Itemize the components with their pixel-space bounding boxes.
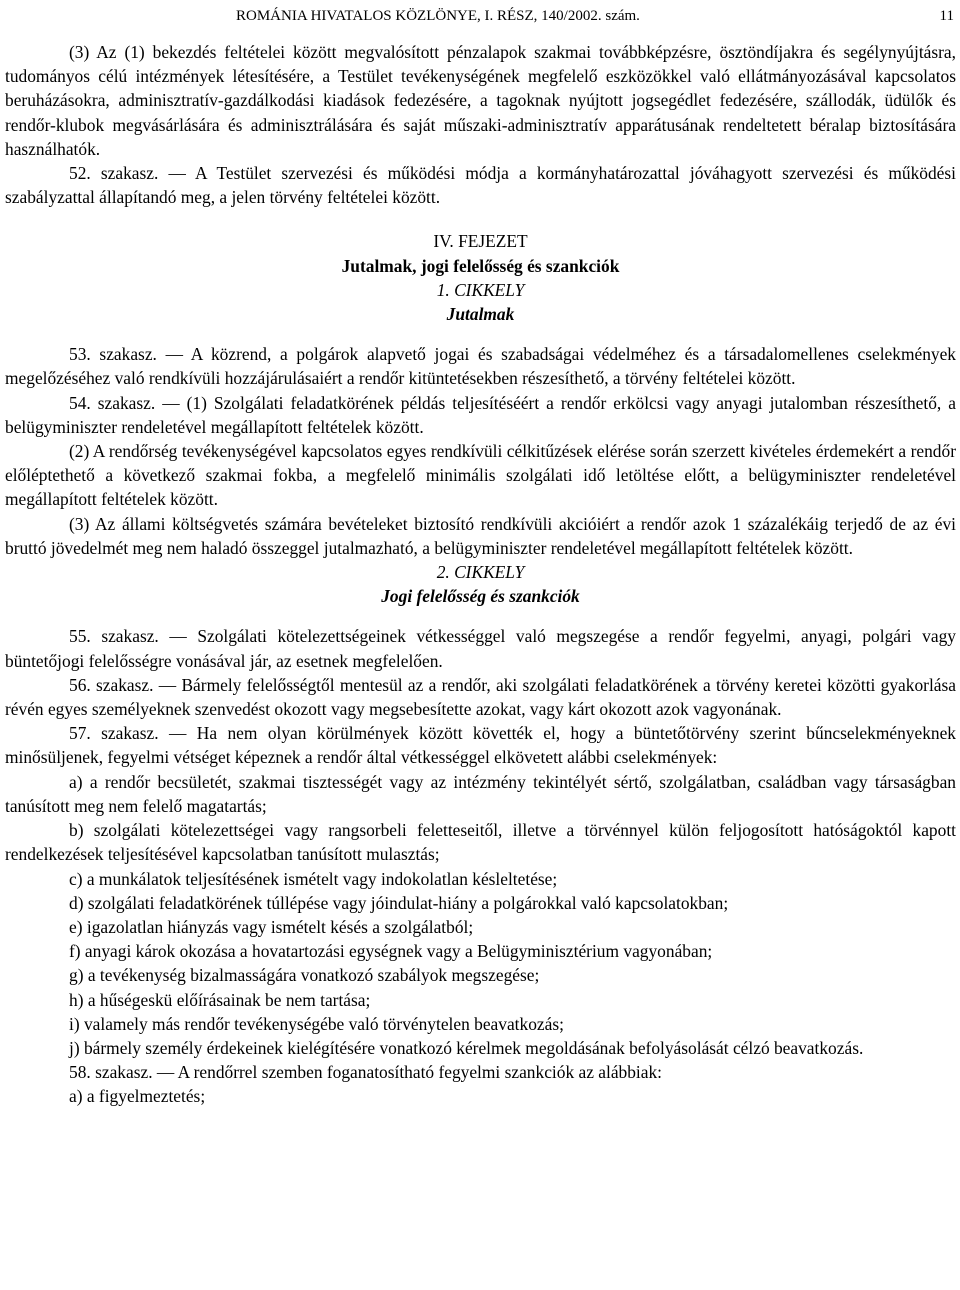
list-item: i) valamely más rendőr tevékenységébe való törvénytelen beavatkozás; <box>69 1013 564 1034</box>
section-title: Jogi felelősség és szankciók <box>381 586 580 607</box>
paragraph-58: 58. szakasz. — A rendőrrel szemben foganatosítható fegyelmi szankciók az alábbiak: <box>69 1062 663 1083</box>
list-item: j) bármely személy érdekeinek kielégítésére vonatkozó kérelmek megoldásának befolyásolását célzó beavatkozás. <box>69 1037 864 1058</box>
list-item: g) a tevékenység bizalmasságára vonatkozó szabályok megszegése; <box>69 965 540 986</box>
list-item: c) a munkálatok teljesítésének ismételt vagy indokolatlan késleltetése; <box>69 868 558 889</box>
paragraph-57: 57. szakasz. — Ha nem olyan körülmények között követték el, hogy a büntetőtörvény szerint bűncselekményeknek minősüljenek, fegyelmi vétséget képeznek a rendőr által vétkességgel elkövetett alábbi cselekmények: <box>5 723 956 768</box>
gazette-title: ROMÁNIA HIVATALOS KÖZLÖNYE, I. RÉSZ, 140/2002. szám. <box>236 8 640 24</box>
list-item: a) a figyelmeztetés; <box>69 1086 206 1107</box>
paragraph-53: 53. szakasz. — A közrend, a polgárok alapvető jogai és szabadságai védelméhez és a társadalomellenes cselekmények megelőzéséhez való rendkívüli hozzájárulásaiért a rendőr kitüntetésekben részesíthető, a törvény feltételei között. <box>5 344 956 389</box>
chapter-title: Jutalmak, jogi felelősség és szankciók <box>341 255 620 276</box>
page-header <box>0 4 960 28</box>
list-item: a) a rendőr becsületét, szakmai tisztességét vagy az intézmény tekintélyét sértő, szolgálatban, családban vagy társaságban tanúsított meg nem felelő magatartás; <box>5 771 956 816</box>
paragraph-55: 55. szakasz. — Szolgálati kötelezettségeinek vétkességgel való megszegése a rendőr fegyelmi, anyagi, polgári vagy büntetőjogi felelősségre vonásával jár, az esetnek megfelelően. <box>5 626 956 671</box>
list-item: d) szolgálati feladatkörének túllépése vagy jóindulat-hiány a polgárokkal való kapcsolatokban; <box>69 892 729 913</box>
paragraph-52: 52. szakasz. — A Testület szervezési és működési módja a kormányhatározattal jóváhagyott szervezési és működési szabályzattal állapítandó meg, a jelen törvény feltételei között. <box>5 163 956 208</box>
list-item: b) szolgálati kötelezettségei vagy rangsorbeli feletteseitől, illetve a törvénnyel külön feljogosított hatóságoktól kapott rendelkezések teljesítésével kapcsolatban tanúsított mulasztás; <box>5 820 956 865</box>
chapter-number: IV. FEJEZET <box>433 231 528 252</box>
paragraph-54-3: (3) Az állami költségvetés számára bevételeket biztosító rendkívüli akcióiért a rendőr azok 1 százalékáig terjedő de az évi bruttó jövedelmét meg nem haladó összeggel jutalmazható, a belügyminiszter rendeletével megállapított feltételek között. <box>5 513 956 558</box>
page-number: 11 <box>939 8 954 24</box>
section-number: 2. CIKKELY <box>436 562 525 583</box>
list-item: f) anyagi károk okozása a hovatartozási egységnek vagy a Belügyminisztérium vagyonában; <box>69 941 713 962</box>
section-number: 1. CIKKELY <box>436 279 525 300</box>
document-body <box>5 40 956 1109</box>
paragraph-56: 56. szakasz. — Bármely felelősségtől mentesül az a rendőr, aki szolgálati feladatkörének a törvény keretei közötti gyakorlása révén egyes személyeknek szenvedést okozott vagy megsebesítette azokat, vagy kárt okozott azok vagyonának. <box>5 674 956 720</box>
list-item: e) igazolatlan hiányzás vagy ismételt késés a szolgálatból; <box>69 916 474 937</box>
paragraph-54-1: 54. szakasz. — (1) Szolgálati feladatkörének példás teljesítéséért a rendőr erkölcsi vagy anyagi jutalomban részesíthető, a belügyminiszter rendeletével megállapított feltételek között. <box>5 392 956 437</box>
paragraph-51-3: (3) Az (1) bekezdés feltételei között megvalósított pénzalapok szakmai továbbképzésre, ösztöndíjakra és segélynyújtásra, tudományos célú intézmények létesítésére, a Testület tevékenységének megfelelő eszközökkel való ellátmányozásával kapcsolatos beruházásokra, adminisztratív-gazdálkodási kiadások fedezésére, a tagoknak nyújtott jogsegédlet fedezésére, szállodák, üdülők és rendőr-klubok megvásárlására és adminisztrálására és saját műszaki-adminisztratív apparátusának rendeltetett béralap biztosítására használhatók. <box>5 42 956 159</box>
section-title: Jutalmak <box>446 304 515 325</box>
paragraph-54-2: (2) A rendőrség tevékenységével kapcsolatos egyes rendkívüli célkitűzések elérése során szerzett kivételes érdemekért a rendőr előléptethető a következő szakmai fokba, a megfelelő minimális szolgálati idő letöltése előtt, a belügyminiszter rendeletével megállapított feltételek között. <box>5 441 956 510</box>
list-item: h) a hűségeskü előírásainak be nem tartása; <box>69 989 371 1010</box>
